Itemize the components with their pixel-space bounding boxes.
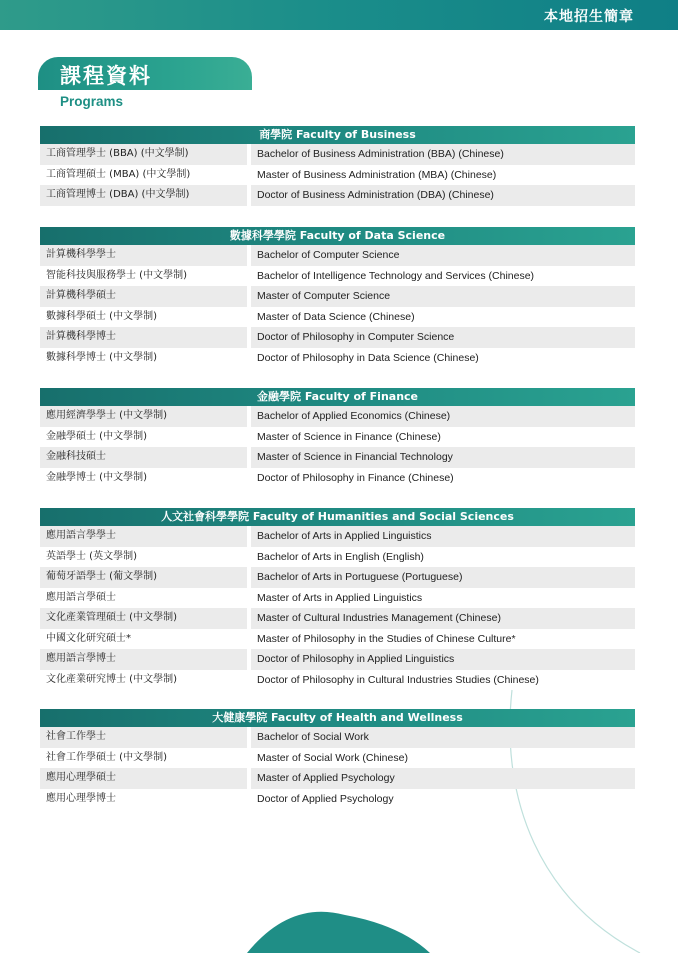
table-row	[40, 307, 635, 328]
program-name-zh: 金融科技碩士	[40, 447, 247, 468]
program-name-en: Master of Data Science (Chinese)	[257, 310, 415, 323]
table-row	[40, 670, 635, 691]
program-name-en: Doctor of Philosophy in Computer Science	[251, 327, 635, 348]
program-name-en: Master of Computer Science	[251, 286, 635, 307]
program-name-zh: 中國文化研究碩士*	[46, 632, 131, 644]
program-name-en: Doctor of Applied Psychology	[257, 792, 394, 805]
faculty-header: 大健康學院 Faculty of Health and Wellness	[40, 709, 635, 727]
program-name-zh: 計算機科學博士	[40, 327, 247, 348]
section-title-zh: 課程資料	[60, 64, 152, 88]
program-name-zh: 應用心理學碩士	[40, 768, 247, 789]
table-row	[40, 649, 635, 670]
program-name-en: Bachelor of Arts in Portuguese (Portuguese)	[251, 567, 635, 588]
table-row	[40, 547, 635, 568]
table-row	[40, 526, 635, 547]
program-name-en: Doctor of Business Administration (DBA) (Chinese)	[251, 185, 635, 206]
program-name-zh: 文化產業研究博士 (中文學制)	[46, 673, 177, 685]
table-row	[40, 144, 635, 165]
bottom-teal-shape	[247, 912, 430, 953]
program-name-zh: 應用語言學碩士	[46, 591, 116, 603]
faculty-header: 金融學院 Faculty of Finance	[40, 388, 635, 406]
faculty-table	[40, 709, 635, 809]
program-name-zh: 應用經濟學學士 (中文學制)	[40, 406, 247, 427]
top-banner	[0, 0, 678, 30]
program-name-en: Bachelor of Business Administration (BBA) (Chinese)	[251, 144, 635, 165]
table-row	[40, 468, 635, 489]
table-row	[40, 427, 635, 448]
program-name-en: Master of Applied Psychology	[251, 768, 635, 789]
program-name-en: Master of Science in Finance (Chinese)	[257, 430, 441, 443]
faculty-table	[40, 388, 635, 488]
table-row	[40, 245, 635, 266]
table-row	[40, 727, 635, 748]
program-name-en: Doctor of Philosophy in Cultural Industries Studies (Chinese)	[257, 673, 539, 686]
program-name-en: Master of Philosophy in the Studies of Chinese Culture*	[257, 632, 516, 645]
program-name-zh: 社會工作學士	[40, 727, 247, 748]
faculty-header: 人文社會科學學院 Faculty of Humanities and Social Sciences	[40, 508, 635, 526]
program-name-en: Master of Science in Financial Technology	[251, 447, 635, 468]
table-row	[40, 588, 635, 609]
program-name-en: Bachelor of Computer Science	[251, 245, 635, 266]
header-title: 本地招生簡章	[544, 9, 634, 25]
program-name-en: Doctor of Philosophy in Applied Linguistics	[251, 649, 635, 670]
faculty-table	[40, 126, 635, 206]
program-name-zh: 葡萄牙語學士 (葡文學制)	[40, 567, 247, 588]
program-name-zh: 應用語言學學士	[40, 526, 247, 547]
program-name-zh: 文化產業管理碩士 (中文學制)	[40, 608, 247, 629]
program-name-zh: 金融學博士 (中文學制)	[46, 471, 147, 483]
program-name-en: Doctor of Philosophy in Finance (Chinese)	[257, 471, 454, 484]
program-name-en: Bachelor of Arts in English (English)	[257, 550, 424, 563]
table-row	[40, 567, 635, 588]
program-name-zh: 數據科學碩士 (中文學制)	[46, 310, 157, 322]
faculty-header: 商學院 Faculty of Business	[40, 126, 635, 144]
table-row	[40, 748, 635, 769]
program-name-en: Bachelor of Applied Economics (Chinese)	[251, 406, 635, 427]
table-row	[40, 447, 635, 468]
faculty-table	[40, 227, 635, 368]
table-row	[40, 348, 635, 369]
table-row	[40, 406, 635, 427]
section-title-en: Programs	[60, 94, 124, 109]
program-name-zh: 數據科學博士 (中文學制)	[46, 351, 157, 363]
program-name-en: Master of Arts in Applied Linguistics	[257, 591, 423, 604]
program-name-zh: 英語學士 (英文學制)	[46, 550, 137, 562]
table-row	[40, 185, 635, 206]
program-name-zh: 工商管理博士 (DBA) (中文學制)	[40, 185, 247, 206]
program-name-en: Bachelor of Intelligence Technology and Services (Chinese)	[257, 269, 535, 282]
program-name-zh: 計算機科學學士	[40, 245, 247, 266]
program-name-zh: 工商管理學士 (BBA) (中文學制)	[40, 144, 247, 165]
program-name-zh: 金融學碩士 (中文學制)	[46, 430, 147, 442]
table-row	[40, 608, 635, 629]
program-name-zh: 應用語言學博士	[40, 649, 247, 670]
program-name-zh: 社會工作學碩士 (中文學制)	[46, 751, 167, 763]
program-name-en: Doctor of Philosophy in Data Science (Chinese)	[257, 351, 479, 364]
faculty-header: 數據科學學院 Faculty of Data Science	[40, 227, 635, 245]
section-title-pill	[38, 57, 252, 90]
table-row	[40, 768, 635, 789]
table-row	[40, 629, 635, 650]
table-row	[40, 286, 635, 307]
table-row	[40, 327, 635, 348]
program-name-en: Master of Business Administration (MBA) (Chinese)	[257, 168, 497, 181]
table-row	[40, 789, 635, 810]
program-name-zh: 工商管理碩士 (MBA) (中文學制)	[46, 168, 191, 180]
program-name-zh: 計算機科學碩士	[40, 286, 247, 307]
program-name-zh: 智能科技與服務學士 (中文學制)	[46, 269, 187, 281]
faculty-table	[40, 508, 635, 690]
program-name-en: Bachelor of Arts in Applied Linguistics	[251, 526, 635, 547]
program-name-en: Bachelor of Social Work	[251, 727, 635, 748]
table-row	[40, 266, 635, 287]
program-name-zh: 應用心理學博士	[46, 792, 116, 804]
program-name-en: Master of Social Work (Chinese)	[257, 751, 408, 764]
program-name-en: Master of Cultural Industries Management (Chinese)	[251, 608, 635, 629]
table-row	[40, 165, 635, 186]
